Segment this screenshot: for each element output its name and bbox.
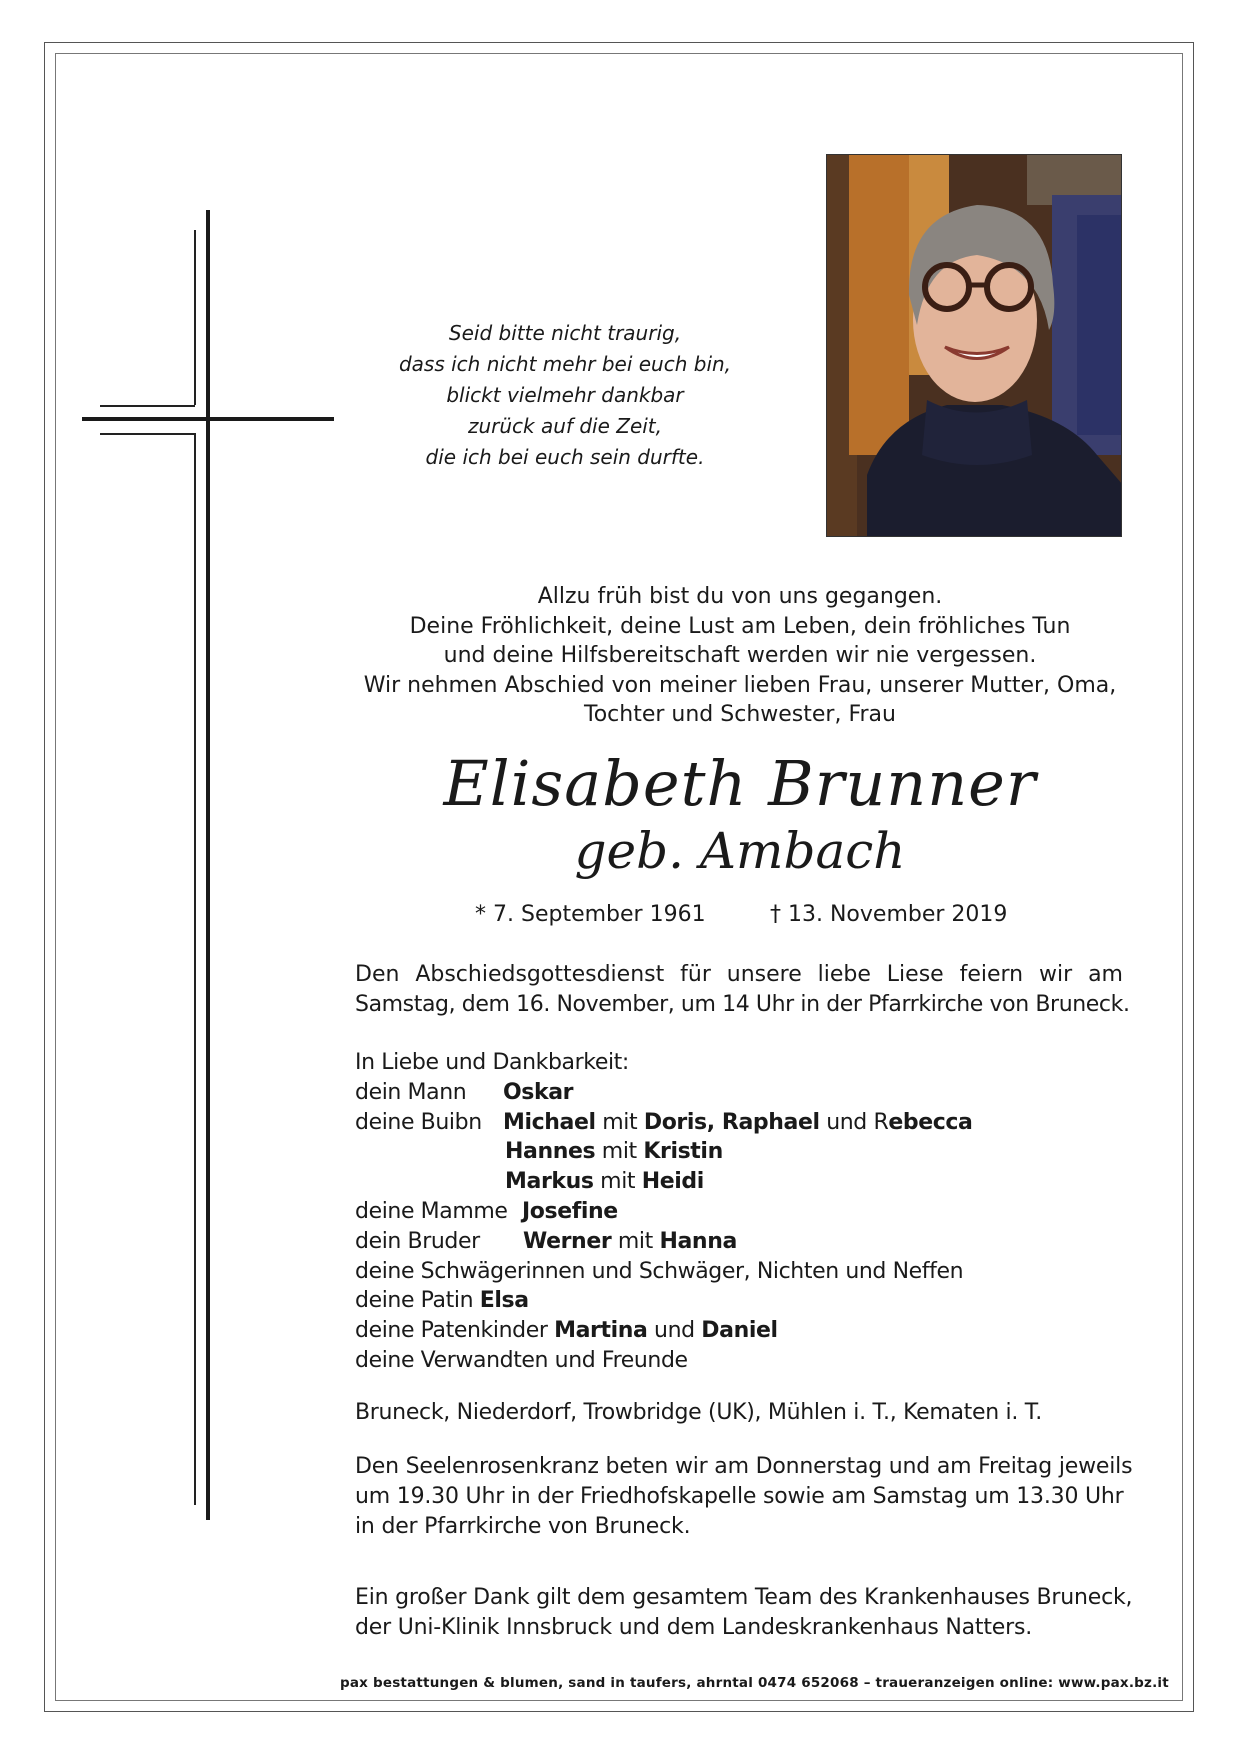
service-line: Samstag, dem 16. November, um 14 Uhr in der Pfarrkirche von Bruneck. <box>355 992 1130 1017</box>
family-intro: In Liebe und Dankbarkeit: <box>355 1050 629 1075</box>
brother-entry <box>523 1227 737 1257</box>
death-date: † 13. November 2019 <box>770 902 1008 927</box>
mit: mit <box>602 1109 638 1135</box>
godchild-name: Daniel <box>701 1318 778 1344</box>
family-list <box>355 1048 1155 1376</box>
maiden-name: geb. Ambach <box>574 822 906 880</box>
partner-name: Kristin <box>643 1139 723 1165</box>
intro-line: Deine Fröhlichkeit, deine Lust am Leben, dein fröhliches Tun <box>409 613 1071 639</box>
family-row-mother <box>355 1197 1155 1227</box>
deceased-name: Elisabeth Brunner <box>443 747 1037 820</box>
godmother-name: Elsa <box>479 1288 529 1314</box>
label: dein Mann <box>355 1079 467 1105</box>
family-row-godmother <box>355 1286 1155 1316</box>
grandchild-name: ebecca <box>888 1109 973 1135</box>
poem-line: die ich bei euch sein durfte. <box>425 445 705 469</box>
cross-icon <box>80 210 340 1530</box>
thanks-text <box>355 1583 1133 1643</box>
son-entry <box>505 1137 723 1167</box>
family-row-sons <box>355 1108 1155 1138</box>
brother-name: Werner <box>523 1228 612 1254</box>
birth-date: * 7. September 1961 <box>475 902 706 927</box>
family-row-inlaws: deine Schwägerinnen und Schwäger, Nichten und Neffen <box>355 1258 964 1284</box>
und: und <box>654 1318 695 1344</box>
family-row-son <box>355 1167 1155 1197</box>
mit: mit <box>601 1139 637 1165</box>
intro-line: und deine Hilfsbereitschaft werden wir nie vergessen. <box>443 643 1037 668</box>
son-name: Markus <box>505 1169 594 1195</box>
husband-name: Oskar <box>503 1079 574 1105</box>
rosary-line: Den Seelenrosenkranz beten wir am Donnerstag und am Freitag jeweils <box>355 1454 1133 1479</box>
label: deine Patenkinder <box>355 1318 548 1344</box>
partner-name: Doris, Raphael <box>643 1109 820 1135</box>
poem-line: Seid bitte nicht traurig, <box>448 321 682 345</box>
footer-credit: pax bestattungen & blumen, sand in taufers, ahrntal 0474 652068 – traueranzeigen online: www.pax.bz.it <box>340 1675 1169 1691</box>
service-text <box>355 960 1130 1020</box>
mit: mit <box>617 1228 653 1254</box>
thanks-line: der Uni-Klinik Innsbruck und dem Landeskrankenhaus Natters. <box>355 1615 1032 1640</box>
rosary-text <box>355 1452 1133 1542</box>
poem-line: zurück auf die Zeit, <box>467 414 662 438</box>
label: dein Bruder <box>355 1228 480 1254</box>
godchild-name: Martina <box>554 1318 648 1344</box>
family-row-husband <box>355 1078 1155 1108</box>
son-entry <box>505 1167 704 1197</box>
portrait-photo <box>826 154 1122 537</box>
rosary-line: um 19.30 Uhr in der Friedhofskapelle sowie am Samstag um 13.30 Uhr <box>355 1484 1124 1509</box>
partner-name: Heidi <box>641 1169 704 1195</box>
und: und R <box>826 1109 889 1135</box>
intro-line: Wir nehmen Abschied von meiner lieben Frau, unserer Mutter, Oma, <box>363 672 1117 698</box>
poem <box>360 318 770 473</box>
service-line: Den Abschiedsgottesdienst für unsere liebe Liese feiern wir am <box>355 962 1123 987</box>
intro-line: Allzu früh bist du von uns gegangen. <box>537 584 943 609</box>
mother-name: Josefine <box>522 1198 618 1224</box>
intro-line: Tochter und Schwester, Frau <box>584 702 896 727</box>
label: deine Mamme <box>355 1198 508 1224</box>
poem-line: blickt vielmehr dankbar <box>446 383 684 407</box>
thanks-line: Ein großer Dank gilt dem gesamtem Team des Krankenhauses Bruneck, <box>355 1585 1133 1610</box>
family-row-son <box>355 1137 1155 1167</box>
label: deine Patin <box>355 1288 474 1314</box>
son-entry <box>503 1108 972 1138</box>
family-row-brother <box>355 1227 1155 1257</box>
intro-text <box>340 582 1140 730</box>
places-text: Bruneck, Niederdorf, Trowbridge (UK), Mühlen i. T., Kematen i. T. <box>355 1400 1042 1425</box>
family-row-godchildren <box>355 1316 1155 1346</box>
mit: mit <box>600 1169 636 1195</box>
family-row-relatives: deine Verwandten und Freunde <box>355 1347 688 1373</box>
partner-name: Hanna <box>659 1228 737 1254</box>
son-name: Michael <box>503 1109 596 1135</box>
son-name: Hannes <box>505 1139 596 1165</box>
label: deine Buibn <box>355 1109 482 1135</box>
rosary-line: in der Pfarrkirche von Bruneck. <box>355 1514 691 1539</box>
poem-line: dass ich nicht mehr bei euch bin, <box>398 352 732 376</box>
